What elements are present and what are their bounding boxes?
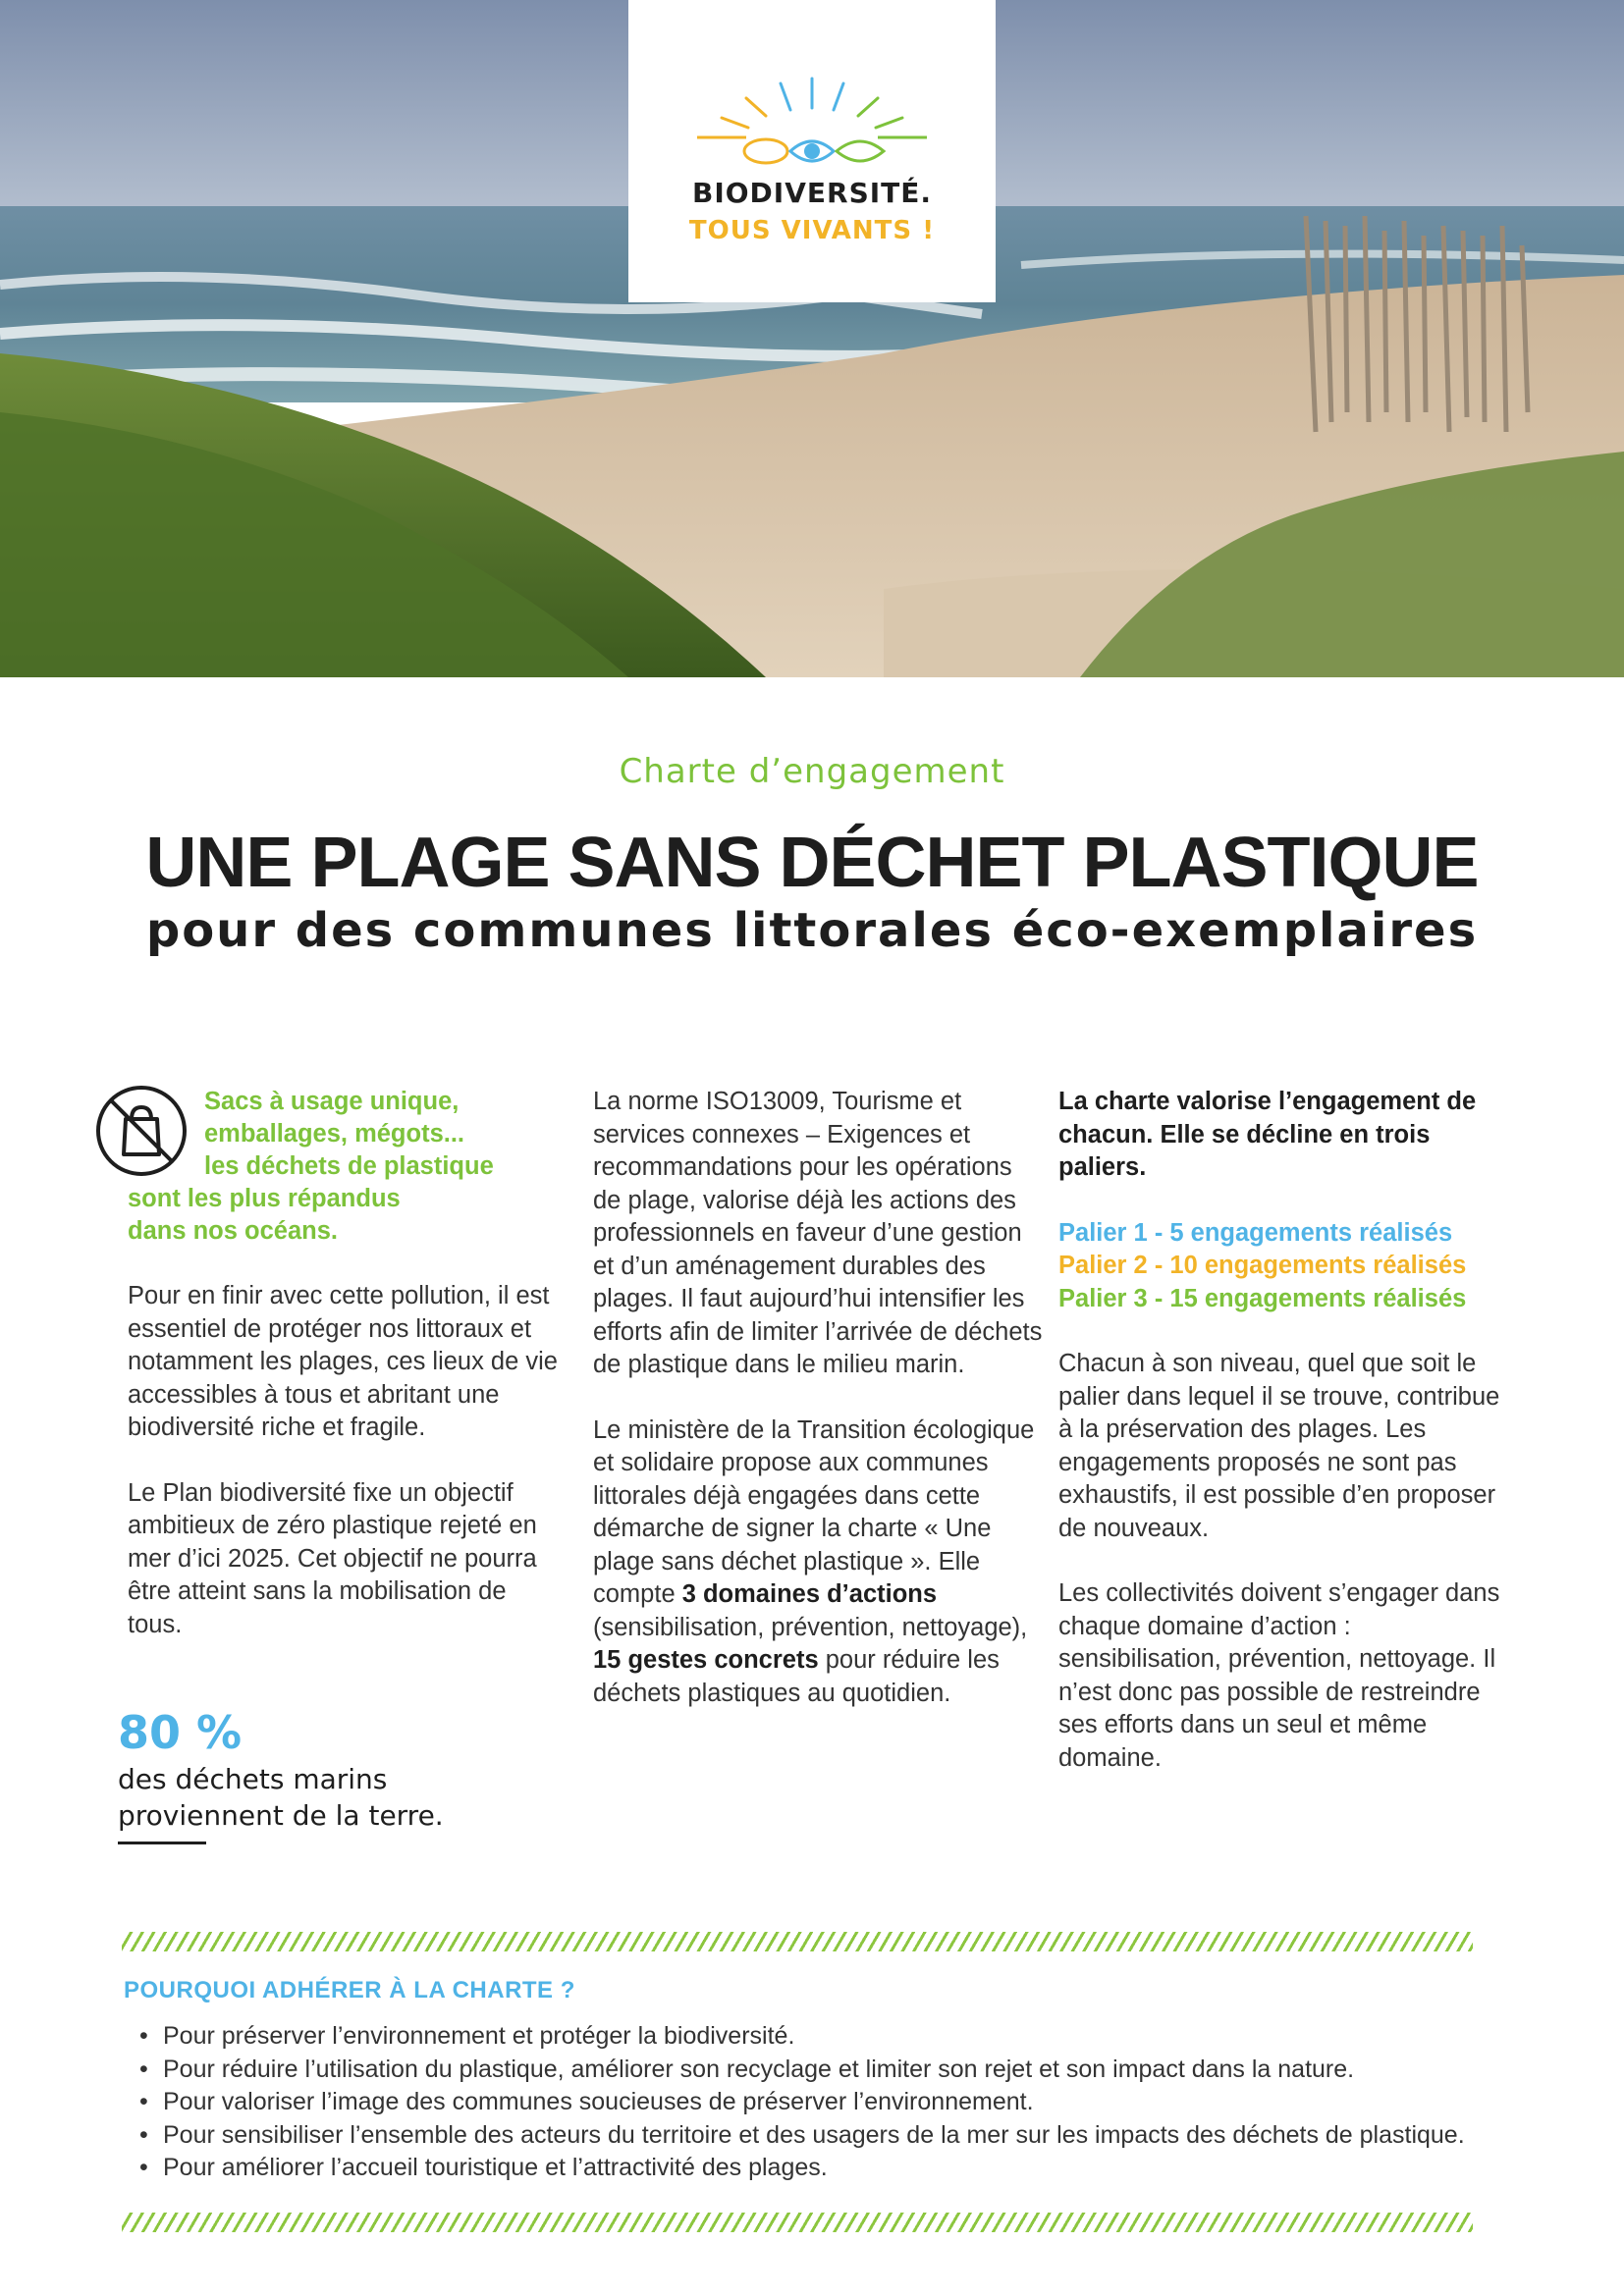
page-title: UNE PLAGE SANS DÉCHET PLASTIQUE [145, 824, 1479, 902]
tier-3: Palier 3 - 15 engagements réalisés [1058, 1284, 1467, 1312]
list-item: • Pour sensibiliser l’ensemble des acteurs du territoire et des usagers de la mer sur les impacts des déchets de plastique. [139, 2119, 1593, 2153]
lead-line: Sacs à usage unique, [204, 1088, 460, 1115]
list-item: • Pour préserver l’environnement et protéger la biodiversité. [139, 2020, 1593, 2054]
logo-slogan: TOUS VIVANTS ! [688, 216, 936, 245]
biodiversity-logo-icon [628, 0, 996, 167]
paragraph-plan: Le Plan biodiversité fixe un objectif ambitieux de zéro plastique rejeté en mer d’ici 2025. Cet objectif ne pourra être atteint sans la mobilisation de tous. [128, 1478, 537, 1638]
paragraph-pollution: Pour en finir avec cette pollution, il est essentiel de protéger nos littoraux et notamment les plages, ces lieux de vie accessibles à tous et abritant une biodiversité riche et fragile. [128, 1282, 558, 1441]
text-run: pour réduire les déchets plastiques au quotidien. [593, 1646, 1000, 1707]
text-run: Le ministère de la Transition écologique et solidaire propose aux communes littorales déjà engagées dans cette démarche de signer la charte « Une plage sans déchet plastique ». Elle compte [593, 1415, 1035, 1608]
paragraph-domains: Les collectivités doivent s’engager dans chaque domaine d’action : sensibilisation, prévention, nettoyage. Il n’est donc pas possible de restreindre ses efforts dans un seul et même domaine. [1058, 1579, 1500, 1772]
divider [118, 1842, 206, 1844]
logo-title: BIODIVERSITÉ. [691, 177, 933, 209]
list-item: • Pour améliorer l’accueil touristique et l’attractivité des plages. [139, 2152, 1593, 2185]
page-subtitle: pour des communes littorales éco-exemplaires [145, 903, 1479, 958]
logo-card [628, 0, 996, 302]
column-left [128, 1086, 560, 1674]
paragraph-levels: Chacun à son niveau, quel que soit le palier dans lequel il se trouve, contribue à la préservation des plages. Les engagements proposés ne sont pas exhaustifs, il est possible d’en proposer de nouveaux. [1058, 1350, 1500, 1542]
lead-line: les déchets de plastique [204, 1152, 494, 1180]
highlight-domains: 3 domaines d’actions [681, 1580, 938, 1608]
hatch-divider-bottom [122, 2213, 1473, 2232]
charter-intro: La charte valorise l’engagement de chacun. Elle se décline en trois paliers. [1058, 1088, 1477, 1181]
lead-statement [128, 1086, 560, 1248]
tier-2: Palier 2 - 10 engagements réalisés [1058, 1252, 1467, 1279]
highlight-gestures: 15 gestes concrets [593, 1646, 819, 1674]
why-section-title: POURQUOI ADHÉRER À LA CHARTE ? [124, 1977, 575, 2003]
tier-1: Palier 1 - 5 engagements réalisés [1058, 1218, 1453, 1247]
kicker-label: Charte d’engagement [619, 752, 1005, 791]
paragraph-iso: La norme ISO13009, Tourisme et services connexes – Exigences et recommandations pour les opérations de plage, valorise déjà les actions des professionnels en faveur d’une gestion et d’un aménagement durables des plages. Il faut aujourd’hui intensifier les efforts afin de limiter l’arrivée de déchets de plastique dans le milieu marin. [593, 1088, 1043, 1378]
paragraph-ministry [593, 1415, 1045, 1711]
hatch-divider-top [122, 1932, 1473, 1951]
list-item: • Pour valoriser l’image des communes soucieuses de préserver l’environnement. [139, 2086, 1593, 2119]
list-item: • Pour réduire l’utilisation du plastique, améliorer son recyclage et limiter son rejet et son impact dans la nature. [139, 2054, 1593, 2087]
stat-caption: des déchets marins proviennent de la terre. [118, 1763, 444, 1832]
stat-value: 80 % [118, 1706, 243, 1759]
column-right [1058, 1086, 1520, 1807]
lead-line: emballages, mégots... [204, 1120, 465, 1148]
lead-line: dans nos océans. [128, 1217, 338, 1245]
hero-beach-photo [0, 0, 1624, 677]
why-list [139, 2020, 1593, 2185]
tier-list [1058, 1217, 1520, 1316]
text-run: (sensibilisation, prévention, nettoyage), [593, 1613, 1028, 1641]
column-middle [593, 1086, 1045, 1742]
lead-line: sont les plus répandus [128, 1185, 401, 1212]
